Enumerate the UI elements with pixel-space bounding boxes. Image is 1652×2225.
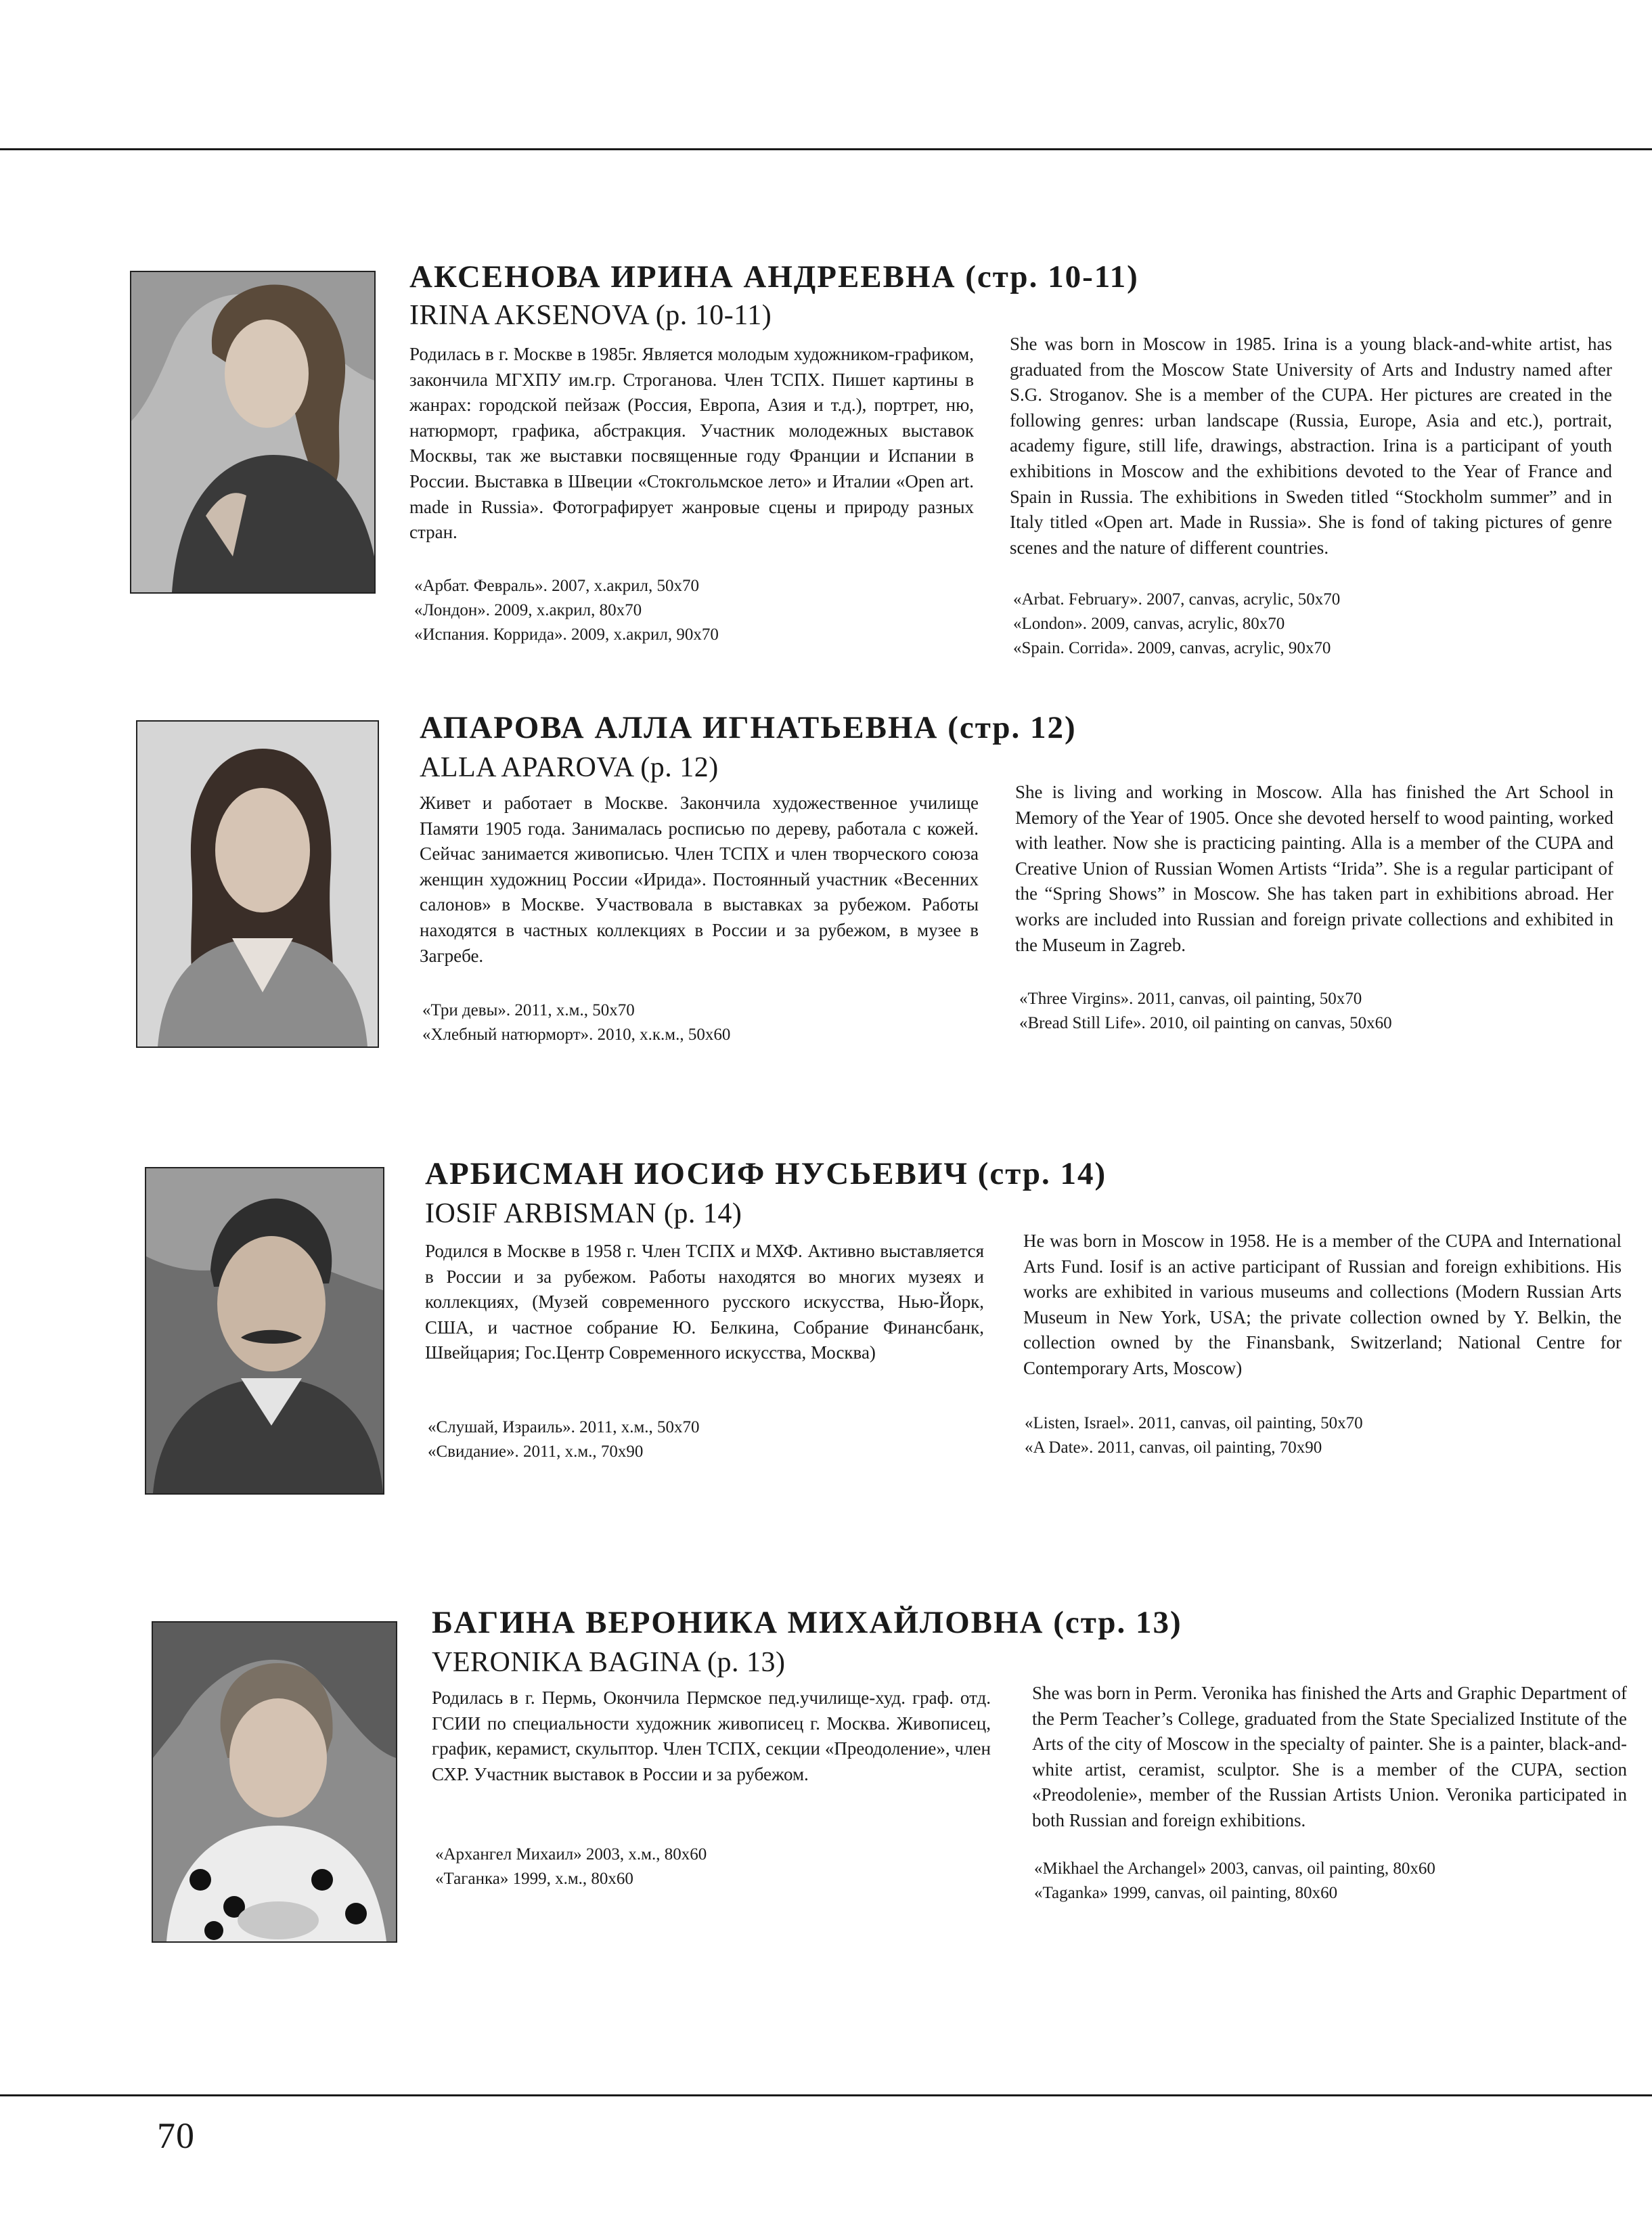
artist-name-ru: АПАРОВА АЛЛА ИГНАТЬЕВНА (стр. 12) bbox=[420, 710, 1077, 745]
works-list-en bbox=[1025, 1411, 1363, 1460]
work-item: «Таганка» 1999, х.м., 80х60 bbox=[435, 1870, 633, 1888]
work-item: «Свидание». 2011, х.м., 70х90 bbox=[428, 1442, 644, 1461]
works-list-ru bbox=[422, 998, 730, 1047]
work-item: «Listen, Israel». 2011, canvas, oil painting, 50x70 bbox=[1025, 1414, 1363, 1432]
biography-en: She is living and working in Moscow. Alla has finished the Art School in Memory of the Year of 1905. Once she devoted herself to wood painting, worked with leather. Now she is practicing painting. Alla is a member of the CUPA and Creative Union of Russian Women Artists “Irida”. She is a regular participant of the “Spring Shows” in Moscow. She has taken part in exhibitions abroad. Her works are included into Russian and foreign private collections and exhibited in the Museum in Zagreb. bbox=[1015, 782, 1613, 955]
works-list-en bbox=[1013, 588, 1340, 661]
artist-photo bbox=[152, 1621, 397, 1943]
artist-name-en: ALLA APAROVA (p. 12) bbox=[420, 752, 719, 783]
biography-en: She was born in Perm. Veronika has finished the Arts and Graphic Department of the Perm Teacher’s College, graduated from the State Specialized Institute of the Arts of the city of Moscow in the specialty of painter. She is a painter, black-and-white artist, ceramist, sculptor. She is a member of the CUPA, section «Preodolenie», member of the Russian Artists Union. Veronika participated in both Russian and foreign exhibitions. bbox=[1032, 1683, 1627, 1830]
work-item: «Bread Still Life». 2010, oil painting on canvas, 50x60 bbox=[1019, 1014, 1392, 1032]
work-item: «Taganka» 1999, canvas, oil painting, 80x60 bbox=[1034, 1884, 1338, 1902]
work-item: «Испания. Коррида». 2009, х.акрил, 90х70 bbox=[414, 625, 719, 644]
artist-name-en: IRINA AKSENOVA (p. 10-11) bbox=[409, 300, 772, 331]
work-item: «Хлебный натюрморт». 2010, х.к.м., 50х60 bbox=[422, 1026, 731, 1044]
work-item: «Три девы». 2011, х.м., 50х70 bbox=[422, 1001, 635, 1019]
artist-photo bbox=[145, 1167, 384, 1495]
work-item: «Архангел Михаил» 2003, х.м., 80х60 bbox=[435, 1845, 707, 1864]
work-item: «Spain. Corrida». 2009, canvas, acrylic, 90x70 bbox=[1013, 639, 1331, 657]
top-rule bbox=[0, 148, 1652, 150]
artist-name-en: IOSIF ARBISMAN (p. 14) bbox=[425, 1198, 742, 1229]
artist-photo bbox=[130, 271, 376, 594]
works-list-en bbox=[1034, 1857, 1435, 1905]
biography-ru: Родился в Москве в 1958 г. Член ТСПХ и МХФ. Активно выставляется в России и за рубежом. Работы находятся во многих музеях и коллекциях, (Музей современного русского искусства, Нью-Йорк, США, и частное собрание Ю. Белкина, Собрание Финансбанк, Швейцария; Гос.Центр Современного искусства, Москва) bbox=[425, 1241, 984, 1363]
biography-ru: Живет и работает в Москве. Закончила художественное училище Памяти 1905 года. Занималась росписью по дереву, работала с кожей. Сейчас занимается живописью. Член ТСПХ и член творческого союза женщин художниц России «Ирида». Постоянный участник «Весенних салонов» в Москве. Участвовала в выставках за рубежом. Работы находятся в частных коллекциях в России и за рубежом, в музее в Загребе. bbox=[420, 793, 979, 966]
artist-name-ru: БАГИНА ВЕРОНИКА МИХАЙЛОВНА (стр. 13) bbox=[432, 1605, 1182, 1640]
artist-name-ru: АКСЕНОВА ИРИНА АНДРЕЕВНА (стр. 10-11) bbox=[409, 259, 1139, 294]
artist-photo bbox=[136, 720, 379, 1048]
biography-en: She was born in Moscow in 1985. Irina is a young black-and-white artist, has graduated from the Moscow State University of Arts and Industry named after S.G. Stroganov. She is a member of the CUPA. Her pictures are created in the following genres: urban landscape (Russia, Europe, Asia and etc.), portrait, academy figure, still life, drawings, abstraction. Irina is a participant of youth exhibitions in Moscow and the exhibitions devoted to the Year of France and Spain in Russia. The exhibitions in Sweden titled “Stockholm summer” and in Italy titled «Open art. Made in Russia». She is fond of taking pictures of genre scenes and the nature of different countries. bbox=[1010, 334, 1612, 558]
biography-en: He was born in Moscow in 1958. He is a member of the CUPA and International Arts Fund. Iosif is an active participant of Russian and foreign exhibitions. His works are exhibited in various museums and collections (Modern Russian Arts Museum in New York, USA; the private collection owned by Y. Belkin, the collection owned by the Finansbank, Switzerland; National Centre for Contemporary Arts, Moscow) bbox=[1023, 1231, 1622, 1378]
bottom-rule bbox=[0, 2094, 1652, 2096]
works-list-ru bbox=[428, 1415, 700, 1464]
works-list-ru bbox=[414, 574, 719, 647]
works-list-en bbox=[1019, 987, 1392, 1036]
work-item: «London». 2009, canvas, acrylic, 80x70 bbox=[1013, 615, 1285, 633]
work-item: «Лондон». 2009, х.акрил, 80х70 bbox=[414, 601, 642, 619]
artist-name-en: VERONIKA BAGINA (p. 13) bbox=[432, 1647, 786, 1678]
biography-ru: Родилась в г. Москве в 1985г. Является молодым художником-графиком, закончила МГХПУ им.гр. Строганова. Член ТСПХ. Пишет картины в жанрах: городской пейзаж (Россия, Европа, Азия и т.д.), портрет, ню, натюрморт, графика, абстракция. Участник молодежных выставок Москвы, так же выставки посвященные году Франции и Испании в России. Выставка в Швеции «Стокгольмское лето» и Италии «Open art. made in Russia». Фотографирует жанровые сцены и природу разных стран. bbox=[409, 344, 974, 543]
work-item: «Арбат. Февраль». 2007, х.акрил, 50х70 bbox=[414, 577, 699, 595]
artist-name-ru: АРБИСМАН ИОСИФ НУСЬЕВИЧ (стр. 14) bbox=[425, 1156, 1107, 1191]
biography-ru: Родилась в г. Пермь, Окончила Пермское пед.училище-худ. граф. отд. ГСИИ по специальности художник живописец г. Москва. Живописец, график, керамист, скульптор. Член ТСПХ, секции «Преодоление», член СХР. Участник выставок в России и за рубежом. bbox=[432, 1688, 991, 1784]
work-item: «Mikhael the Archangel» 2003, canvas, oil painting, 80x60 bbox=[1034, 1859, 1435, 1878]
page-number: 70 bbox=[157, 2115, 195, 2156]
work-item: «A Date». 2011, canvas, oil painting, 70x90 bbox=[1025, 1438, 1322, 1457]
works-list-ru bbox=[435, 1843, 707, 1891]
work-item: «Arbat. February». 2007, canvas, acrylic, 50x70 bbox=[1013, 590, 1341, 609]
work-item: «Слушай, Израиль». 2011, х.м., 50х70 bbox=[428, 1418, 700, 1436]
work-item: «Three Virgins». 2011, canvas, oil painting, 50x70 bbox=[1019, 990, 1362, 1008]
